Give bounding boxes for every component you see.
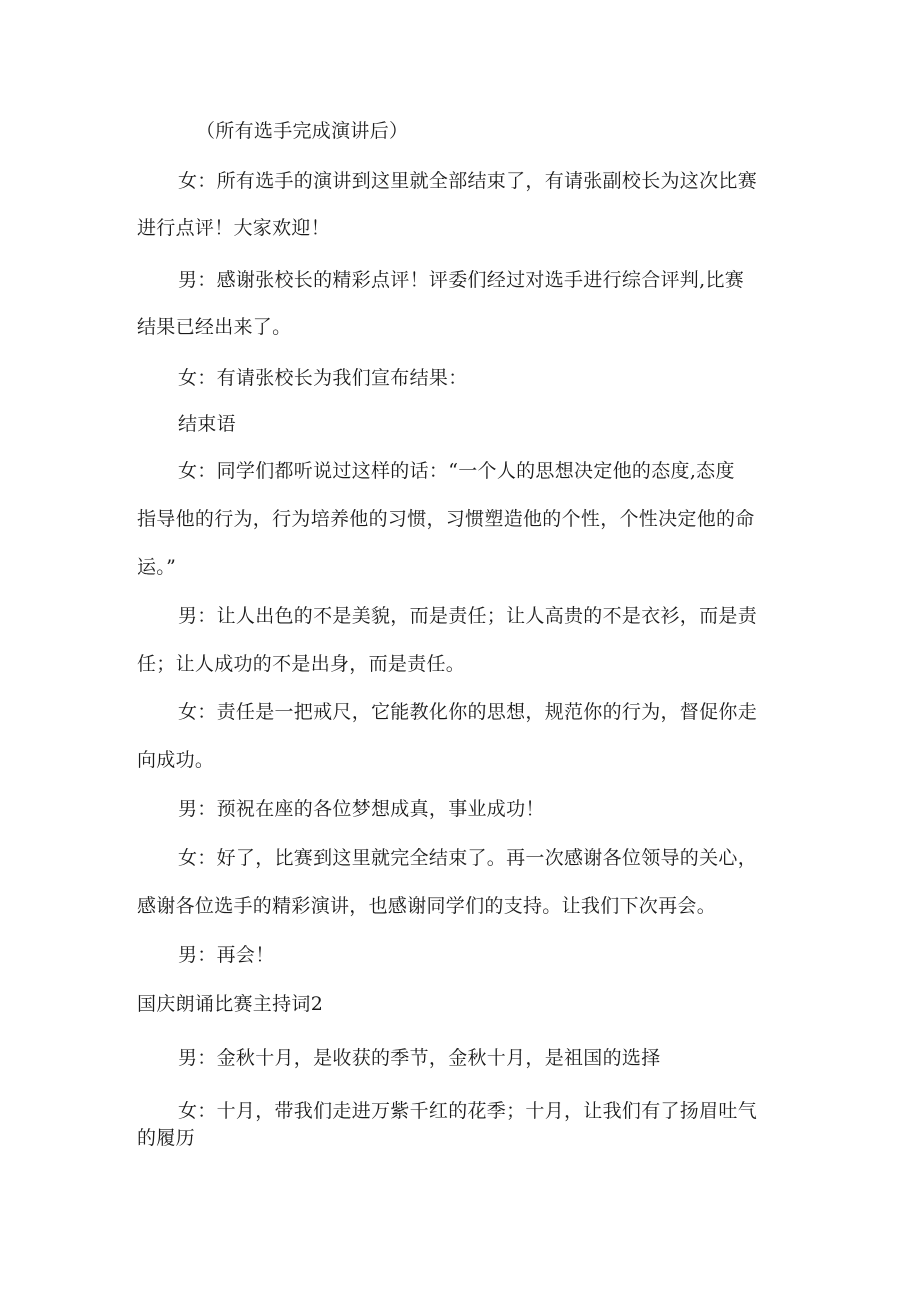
paragraph-line: 任；让人成功的不是出身，而是责任。 xyxy=(137,653,466,675)
closing-heading: 结束语 xyxy=(178,413,236,435)
paragraph-line: 指导他的行为，行为培养他的习惯，习惯塑造他的个性，个性决定他的命 xyxy=(137,508,755,530)
paragraph-line: 女：好了，比赛到这里就完全结束了。再一次感谢各位领导的关心， xyxy=(178,847,758,869)
section-title: 国庆朗诵比赛主持词2 xyxy=(137,993,324,1015)
paragraph-line: 男：让人出色的不是美貌，而是责任；让人高贵的不是衣衫，而是责 xyxy=(178,605,758,627)
paragraph-line: 女：十月，带我们走进万紫千红的花季；十月，让我们有了扬眉吐气 xyxy=(178,1100,758,1122)
paragraph-line: 结果已经出来了。 xyxy=(137,316,292,338)
paragraph-line: 的履历 xyxy=(137,1127,195,1149)
paragraph-line: 女：责任是一把戒尺，它能教化你的思想，规范你的行为，督促你走 xyxy=(178,701,758,723)
paragraph-line: 男：再会！ xyxy=(178,944,275,966)
paragraph-line: 男：金秋十月，是收获的季节，金秋十月，是祖国的选择 xyxy=(178,1047,661,1069)
paragraph-line: 女：有请张校长为我们宣布结果： xyxy=(178,367,468,389)
paragraph-line: 向成功。 xyxy=(137,749,215,771)
stage-note: （所有选手完成演讲后） xyxy=(196,120,409,142)
paragraph-line: 进行点评！大家欢迎！ xyxy=(137,217,331,239)
paragraph-line: 男：预祝在座的各位梦想成真，事业成功！ xyxy=(178,798,545,820)
paragraph-line: 女：所有选手的演讲到这里就全部结束了，有请张副校长为这次比赛 xyxy=(178,170,758,192)
paragraph-line: 运。” xyxy=(137,556,177,578)
paragraph-line: 感谢各位选手的精彩演讲，也感谢同学们的支持。让我们下次再会。 xyxy=(137,895,717,917)
paragraph-line: 男：感谢张校长的精彩点评！评委们经过对选手进行综合评判,比赛 xyxy=(178,269,745,291)
paragraph-line: 女：同学们都听说过这样的话：“一个人的思想决定他的态度,态度 xyxy=(178,460,735,482)
